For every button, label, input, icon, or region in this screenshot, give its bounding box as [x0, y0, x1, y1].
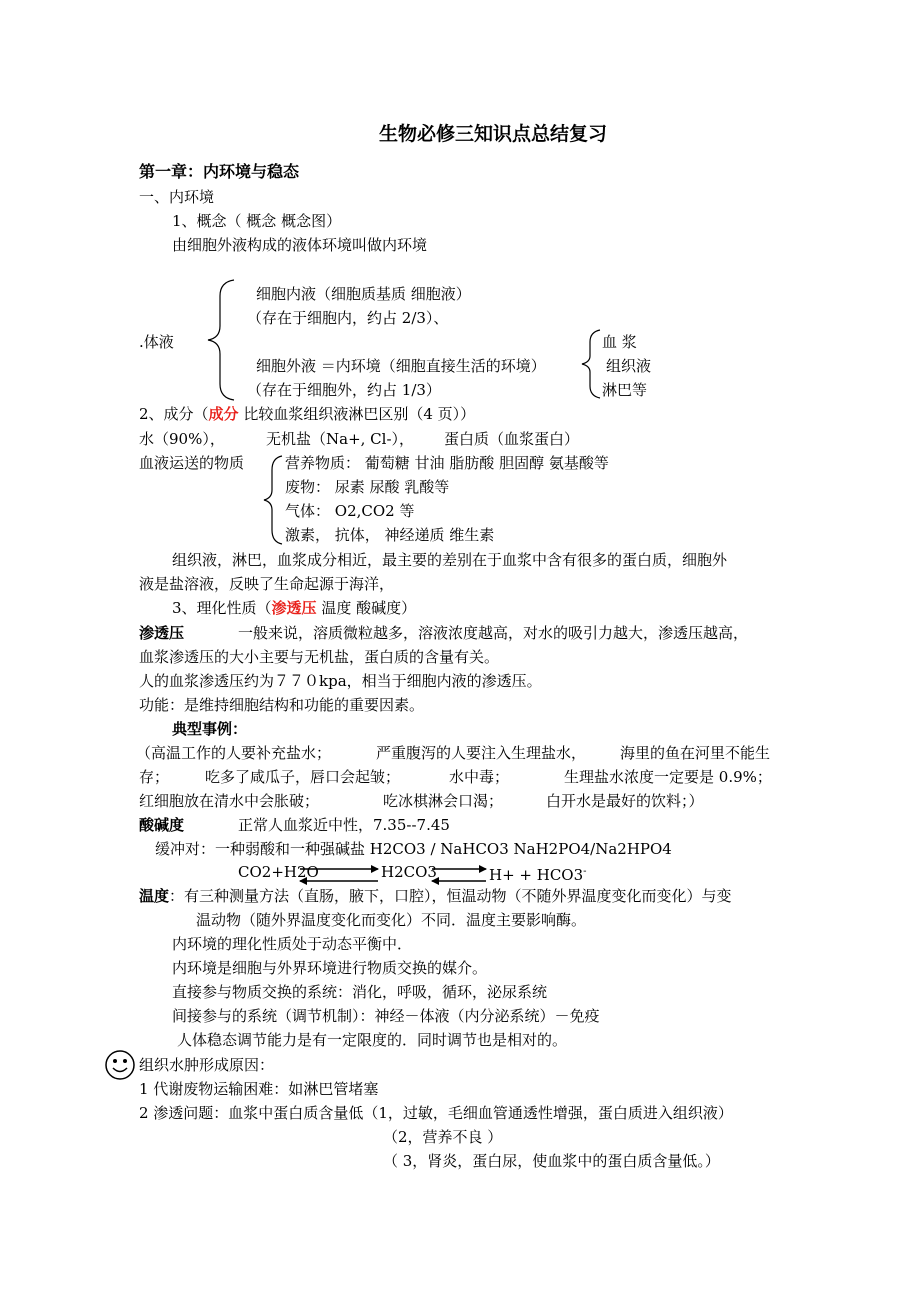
fluid-difference: 组织液，淋巴，血浆成分相近，最主要的差别在于血浆中含有很多的蛋白质，细胞外	[172, 551, 728, 569]
protein-item: 蛋白质（血浆蛋白）	[444, 430, 580, 448]
ph-text: 正常人血浆近中性，7.35--7.45	[238, 816, 450, 834]
blood-item: 气体： O2,CO2 等	[285, 502, 415, 520]
example: 存；	[139, 768, 170, 786]
example: 红细胞放在清水中会胀破；	[139, 792, 320, 810]
temperature-text: 温动物（随外界温度变化而变化）不同．温度主要影响酶。	[196, 911, 587, 929]
concept-heading: 1、概念（ 概念 概念图）	[172, 212, 342, 230]
salt-item: 无机盐（Na+, Cl-），	[266, 430, 415, 448]
physchem-keyword: 渗透压	[271, 599, 317, 617]
composition-keyword: 成分	[208, 405, 239, 423]
osmotic-text: 血浆渗透压的大小主要与无机盐，蛋白质的含量有关。	[139, 648, 500, 666]
summary-line: 内环境的理化性质处于动态平衡中．	[172, 935, 413, 953]
buffer-pairs: 缓冲对：一种弱酸和一种强碱盐 H2CO3 / NaHCO3 NaH2PO4/Na2HPO4	[155, 840, 672, 858]
summary-line: 间接参与的系统（调节机制）：神经－体液（内分泌系统）－免疫	[172, 1007, 600, 1025]
page-title: 生物必修三知识点总结复习	[379, 123, 608, 145]
equation-term: CO2+H2O	[238, 863, 319, 881]
example: 海里的鱼在河里不能生	[620, 744, 771, 762]
edema-cause: （2，营养不良 ）	[383, 1128, 503, 1146]
example: 吃多了咸瓜子，唇口会起皱；	[205, 768, 401, 786]
body-fluid-label: .体液	[139, 333, 174, 351]
extracellular-note: （存在于细胞外，约占 1/3）	[247, 381, 441, 399]
blood-item: 营养物质： 葡萄糖 甘油 脂肪酸 胆固醇 氨基酸等	[285, 454, 609, 472]
left-brace	[582, 330, 600, 398]
summary-line: 人体稳态调节能力是有一定限度的．同时调节也是相对的。	[177, 1031, 568, 1049]
examples-heading: 典型事例：	[172, 720, 248, 738]
water-item: 水（90%），	[139, 430, 225, 448]
example: （高温工作的人要补充盐水；	[136, 744, 332, 762]
physchem-heading: 3、理化性质（渗透压 温度 酸碱度）	[172, 599, 417, 617]
extracellular-fluid: 细胞外液 ＝内环境（细胞直接生活的环境）	[256, 357, 546, 375]
osmotic-text: 一般来说，溶质微粒越多，溶液浓度越高，对水的吸引力越大，渗透压越高，	[238, 624, 749, 642]
edema-cause: 2 渗透问题：血浆中蛋白质含量低（1，过敏，毛细血管通透性增强，蛋白质进入组织液）	[139, 1104, 733, 1122]
left-brace	[208, 280, 234, 400]
concept-definition: 由细胞外液构成的液体环境叫做内环境	[172, 236, 428, 254]
chapter-heading: 第一章：内环境与稳态	[139, 162, 300, 181]
edema-heading: 组织水肿形成原因：	[139, 1056, 275, 1074]
osmotic-text: 人的血浆渗透压约为７７０kpa，相当于细胞内液的渗透压。	[139, 672, 542, 690]
extracellular-item: 淋巴等	[602, 381, 648, 399]
ph-label: 酸碱度	[139, 816, 185, 834]
equation-term: H+ + HCO3-	[489, 866, 587, 884]
blood-transport-label: 血液运送的物质	[139, 454, 245, 472]
extracellular-item: 血 浆	[602, 333, 637, 351]
equation-term: H2CO3	[381, 863, 437, 881]
example: 吃冰棋淋会口渴；	[383, 792, 504, 810]
temperature-text: 温度：有三种测量方法（直肠，腋下，口腔），恒温动物（不随外界温度变化而变化）与变	[139, 887, 732, 905]
blood-item: 激素， 抗体， 神经递质 维生素	[285, 526, 495, 544]
summary-line: 直接参与物质交换的系统：消化，呼吸，循环，泌尿系统	[172, 983, 548, 1001]
example: 生理盐水浓度一定要是 0.9%；	[564, 768, 772, 786]
summary-line: 内环境是细胞与外界环境进行物质交换的媒介。	[172, 959, 488, 977]
extracellular-item: 组织液	[606, 357, 652, 375]
edema-cause: （ 3，肾炎，蛋白尿，使血浆中的蛋白质含量低。）	[383, 1152, 720, 1170]
intracellular-fluid: 细胞内液（细胞质基质 细胞液）	[256, 285, 471, 303]
example: 水中毒；	[449, 768, 510, 786]
section-heading: 一、内环境	[139, 188, 215, 206]
edema-cause: 1 代谢废物运输困难：如淋巴管堵塞	[139, 1080, 379, 1098]
intracellular-note: （存在于细胞内，约占 2/3）、	[247, 309, 449, 327]
composition-heading: 2、成分（成分 比较血浆组织液淋巴区别（4 页））	[139, 405, 476, 423]
blood-item: 废物： 尿素 尿酸 乳酸等	[285, 478, 450, 496]
osmotic-function: 功能：是维持细胞结构和功能的重要因素。	[139, 696, 425, 714]
temperature-label: 温度	[139, 887, 170, 905]
osmotic-label: 渗透压	[139, 624, 185, 642]
example: 白开水是最好的饮料；）	[546, 792, 704, 810]
fluid-difference: 液是盐溶液，反映了生命起源于海洋，	[139, 575, 395, 593]
left-brace	[264, 456, 282, 544]
example: 严重腹泻的人要注入生理盐水，	[376, 744, 587, 762]
